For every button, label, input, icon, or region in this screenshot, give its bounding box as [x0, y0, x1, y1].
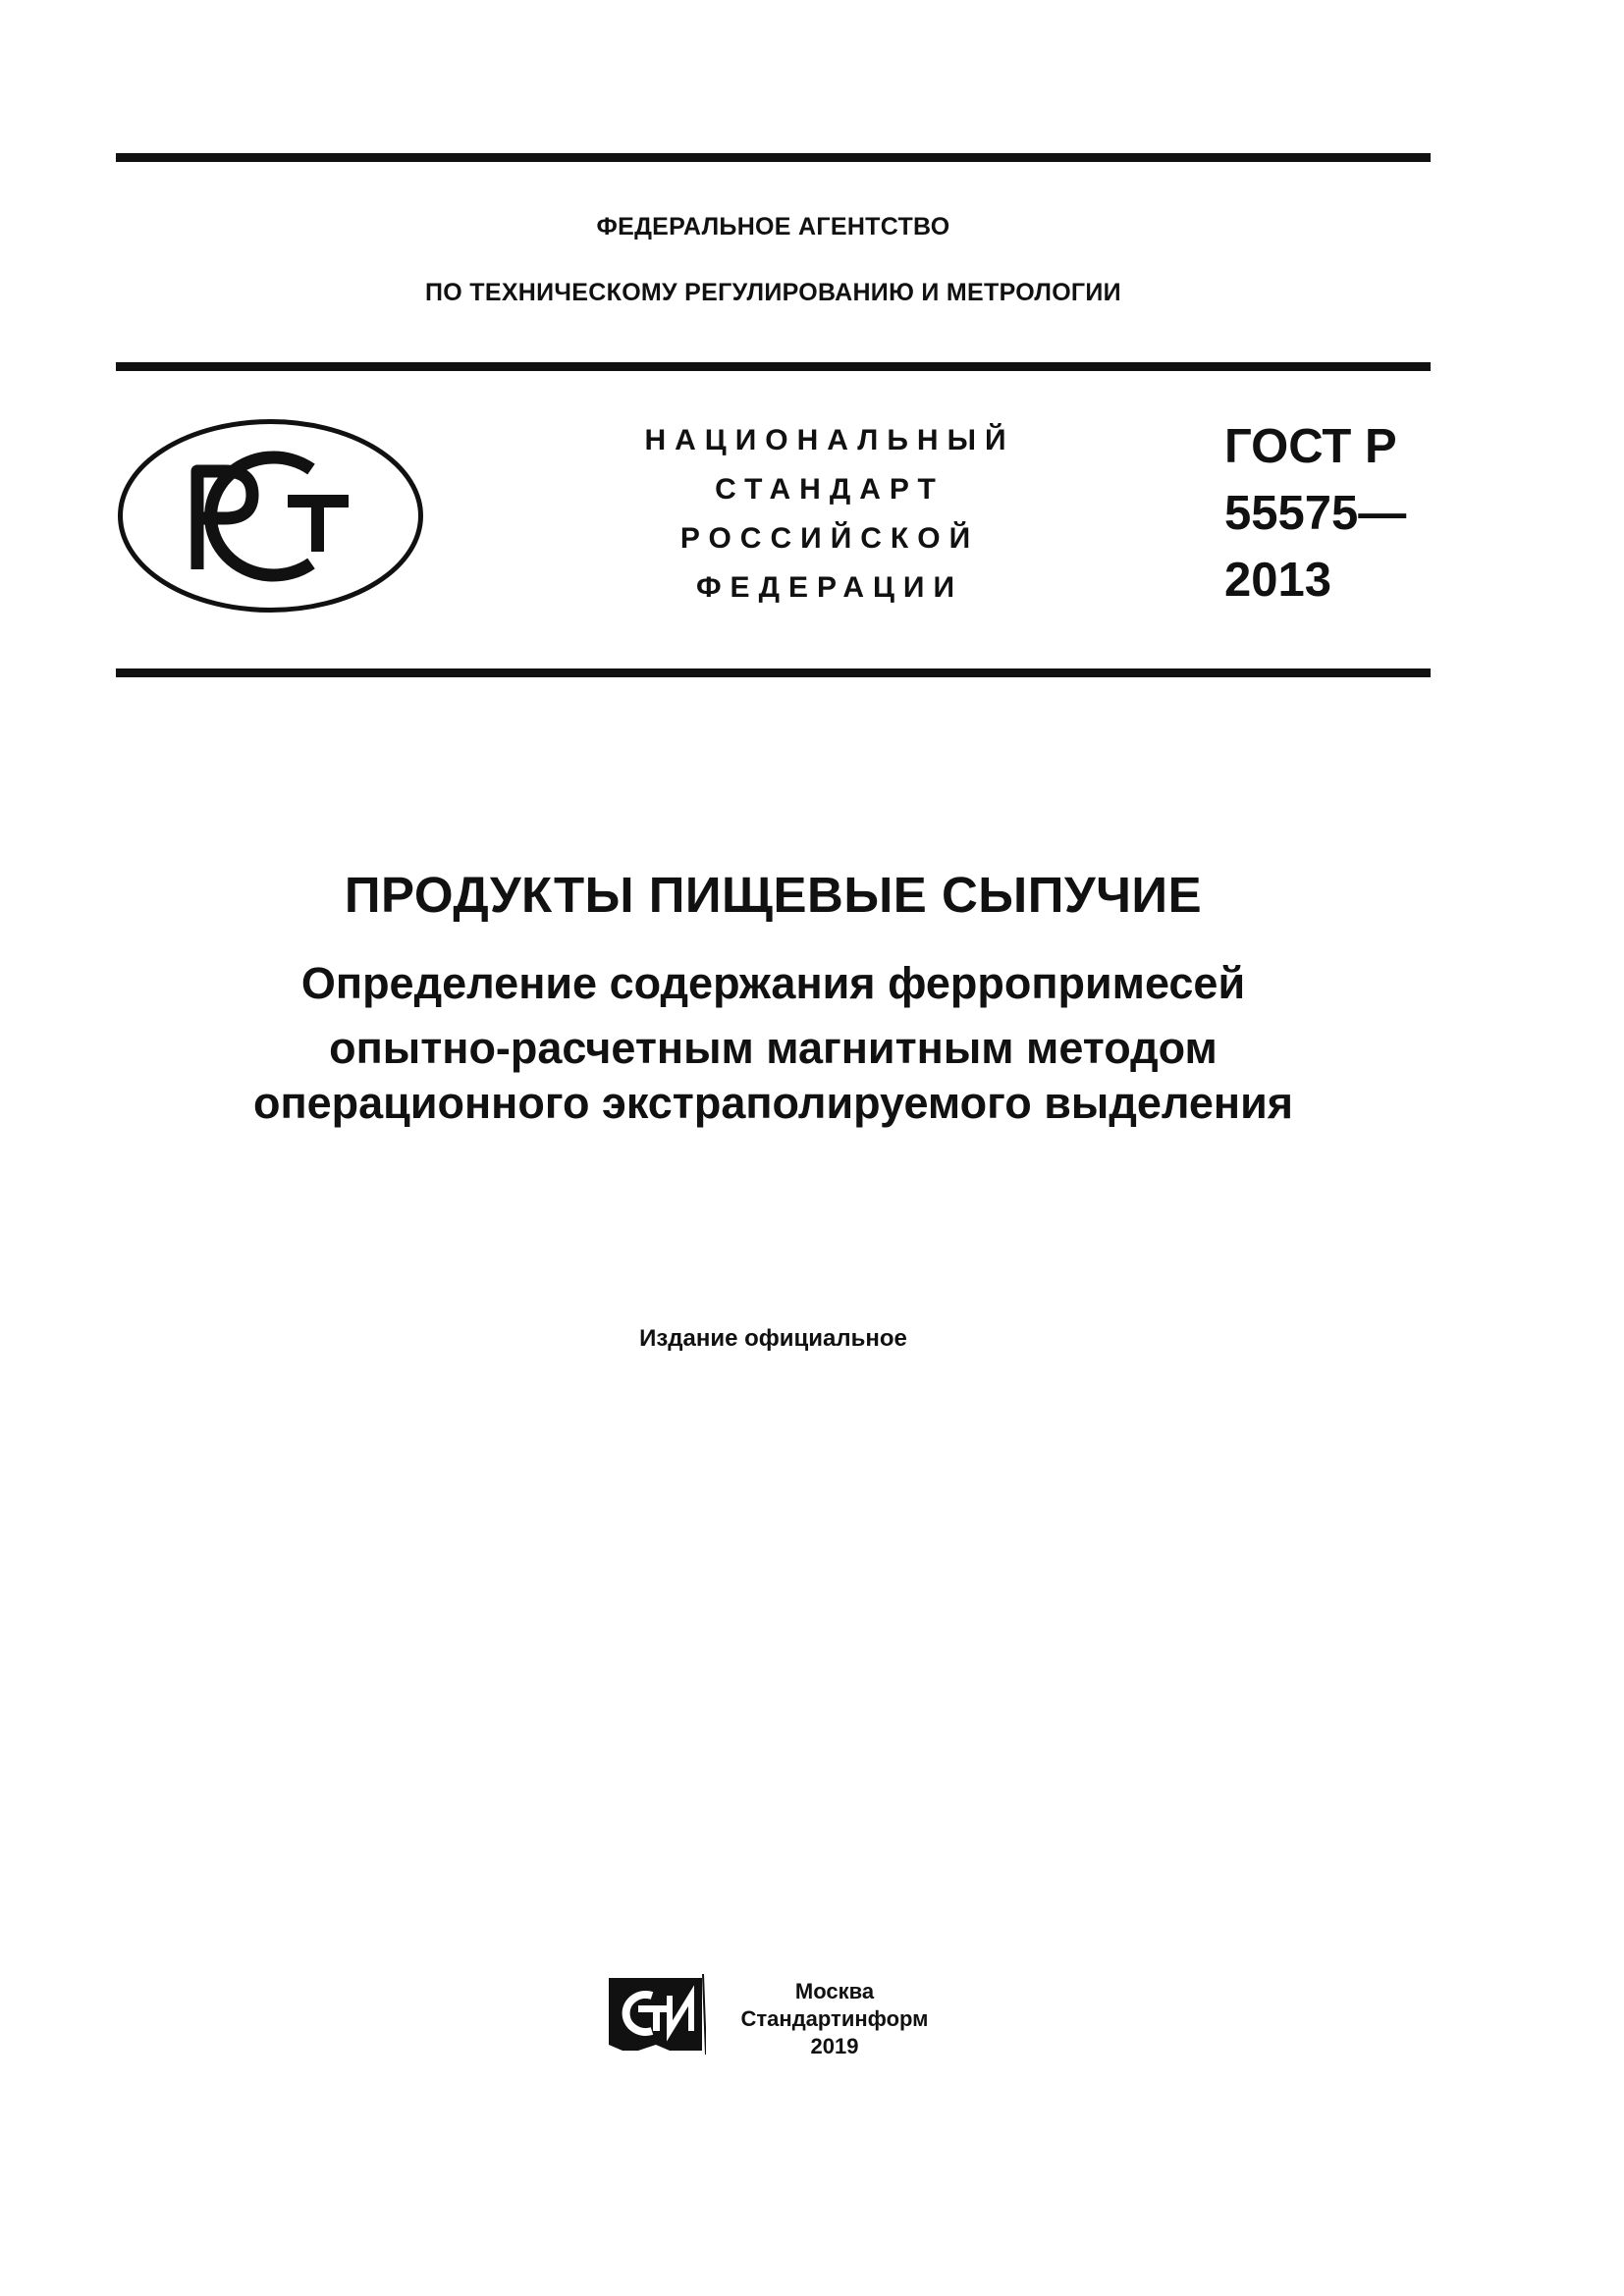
national-standard-line3: РОССИЙСКОЙ: [679, 522, 980, 555]
national-standard-line4: ФЕДЕРАЦИИ: [695, 571, 964, 604]
document-subtitle-line2: опытно-расчетным магнитным методом: [329, 1023, 1218, 1073]
document-subtitle-line1: Определение содержания ферропримесей: [300, 958, 1246, 1008]
document-title: ПРОДУКТЫ ПИЩЕВЫЕ СЫПУЧИЕ: [344, 867, 1203, 923]
agency-name-line2: ПО ТЕХНИЧЕСКОМУ РЕГУЛИРОВАНИЮ И МЕТРОЛОГИИ: [425, 279, 1121, 306]
rst-certification-mark-icon: [115, 416, 426, 615]
standard-designation-line1: ГОСТ Р: [1224, 420, 1397, 473]
edition-note: Издание официальное: [639, 1325, 907, 1352]
imprint-publisher: Стандартинформ: [740, 2006, 929, 2031]
standard-designation-line2: 55575—: [1224, 487, 1407, 540]
middle-rule: [116, 362, 1431, 371]
national-standard-line1: НАЦИОНАЛЬНЫЙ: [644, 424, 1015, 456]
agency-name-line1: ФЕДЕРАЛЬНОЕ АГЕНТСТВО: [596, 213, 950, 240]
document-subtitle-line3: операционного экстраполируемого выделения: [252, 1078, 1294, 1128]
imprint-city: Москва: [794, 1979, 875, 2003]
top-rule: [116, 153, 1431, 162]
bottom-rule: [116, 668, 1431, 677]
standard-designation-line3: 2013: [1224, 554, 1332, 607]
standartinform-logo-icon: [609, 1974, 706, 2055]
national-standard-line2: СТАНДАРТ: [715, 473, 945, 506]
imprint-year: 2019: [810, 2034, 859, 2058]
